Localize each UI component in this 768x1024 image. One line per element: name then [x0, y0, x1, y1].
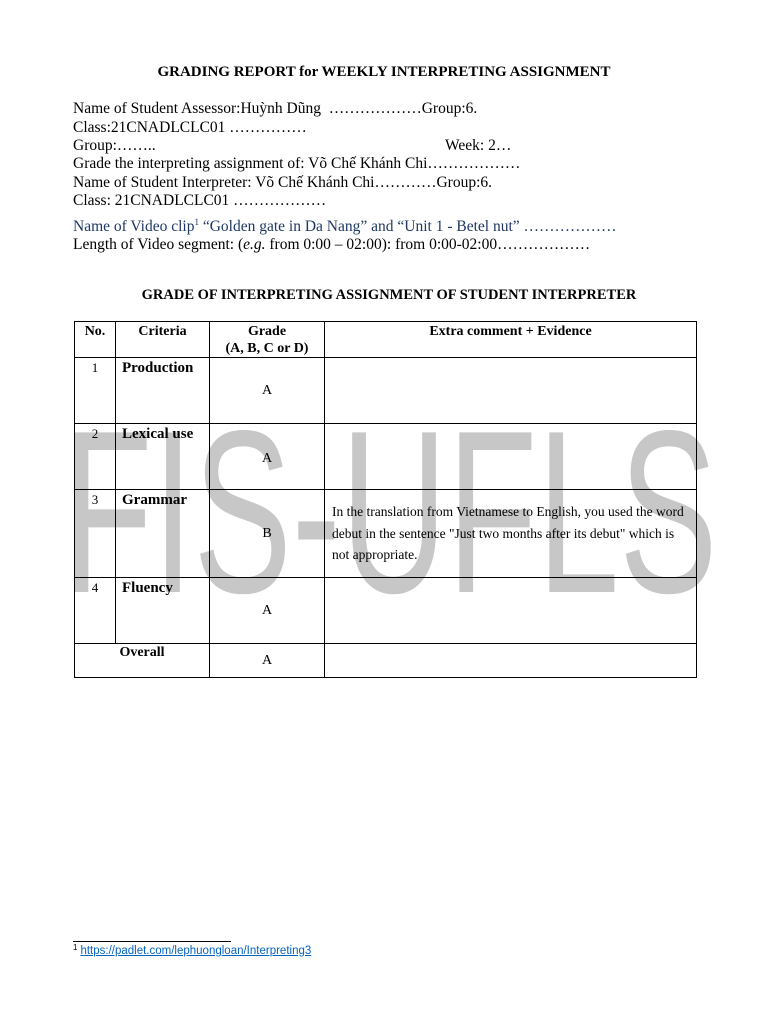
row-criteria: Lexical use	[116, 424, 210, 490]
video-clip-line	[73, 218, 617, 236]
table-header-row	[75, 322, 697, 358]
overall-label: Overall	[75, 644, 210, 678]
class-line: Class:21CNADLCLC01 ……………	[73, 118, 307, 136]
row-comment: In the translation from Vietnamese to English, you used the word debut in the sentence "Just two months after its debut" which is not appropriate.	[325, 490, 697, 578]
overall-comment	[325, 644, 697, 678]
video-length-eg: e.g.	[243, 236, 266, 253]
row-comment	[325, 358, 697, 424]
assessor-line: Name of Student Assessor:Huỳnh Dũng ………………Group:6.	[73, 100, 478, 117]
table-row	[75, 578, 697, 644]
footnote	[73, 945, 311, 957]
table-row	[75, 358, 697, 424]
footnote-separator	[73, 941, 231, 942]
row-number: 4	[75, 578, 116, 644]
row-number: 2	[75, 424, 116, 490]
footnote-number: 1	[73, 943, 78, 952]
overall-row	[75, 644, 697, 678]
video-length-value: from 0:00 – 02:00): from 0:00-02:00………………	[265, 236, 591, 253]
group-line: Group:……..	[73, 137, 156, 154]
video-clip-label: Name of Video clip	[73, 218, 195, 235]
row-comment	[325, 424, 697, 490]
row-grade: A	[210, 578, 325, 644]
grade-of-line: Grade the interpreting assignment of: Võ Chế Khánh Chi………………	[73, 155, 521, 172]
video-length-label: Length of Video segment: (	[73, 236, 244, 253]
video-length-line	[73, 236, 590, 254]
video-clip-titles: “Golden gate in Da Nang” and “Unit 1 - Betel nut” ………………	[198, 218, 617, 235]
row-criteria: Grammar	[116, 490, 210, 578]
row-number: 3	[75, 490, 116, 578]
section-title: GRADE OF INTERPRETING ASSIGNMENT OF STUDENT INTERPRETER	[141, 287, 637, 303]
header-grade	[210, 322, 325, 358]
row-grade: B	[210, 490, 325, 578]
header-comment: Extra comment + Evidence	[325, 322, 697, 358]
table-row	[75, 490, 697, 578]
overall-grade: A	[210, 644, 325, 678]
row-number: 1	[75, 358, 116, 424]
header-grade-line2: (A, B, C or D)	[225, 341, 309, 356]
watermark-text: FIS-UFLS	[62, 400, 718, 620]
header-criteria: Criteria	[116, 322, 210, 358]
header-no: No.	[75, 322, 116, 358]
row-criteria: Production	[116, 358, 210, 424]
row-grade: A	[210, 358, 325, 424]
header-grade-line1: Grade	[247, 324, 287, 339]
grading-table	[74, 321, 697, 678]
table-row	[75, 424, 697, 490]
footnote-reference[interactable]: 1	[194, 217, 199, 227]
week-line: Week: 2…	[445, 137, 512, 154]
report-title: GRADING REPORT for WEEKLY INTERPRETING ASSIGNMENT	[157, 64, 611, 80]
class2-line: Class: 21CNADLCLC01 ………………	[73, 192, 327, 209]
row-grade: A	[210, 424, 325, 490]
row-criteria: Fluency	[116, 578, 210, 644]
row-comment	[325, 578, 697, 644]
footnote-link[interactable]: https://padlet.com/lephuongloan/Interpreting3	[80, 945, 312, 957]
interpreter-line: Name of Student Interpreter: Võ Chế Khánh Chi…………Group:6.	[73, 173, 492, 191]
